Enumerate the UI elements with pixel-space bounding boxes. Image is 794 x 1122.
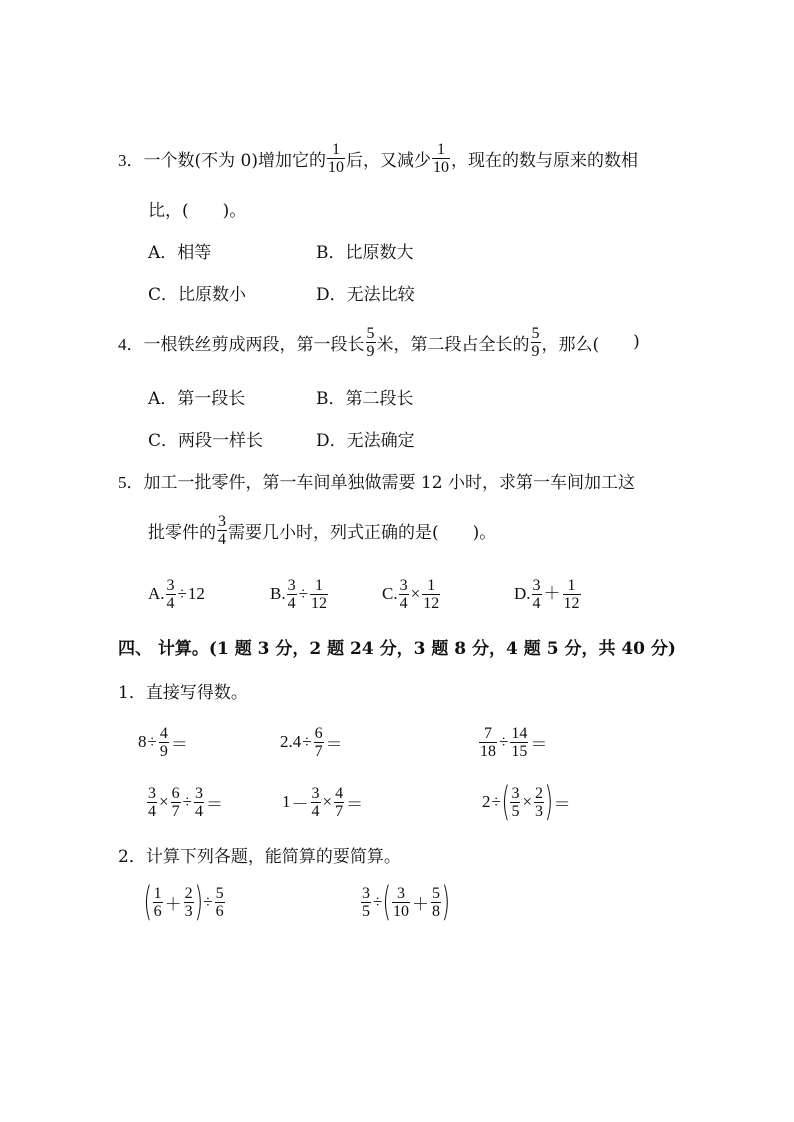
fraction	[147, 785, 157, 820]
plus-sign: ＋	[411, 894, 429, 914]
q5-frac-den: 4	[218, 530, 226, 548]
p1-expr-3[interactable]	[478, 720, 548, 764]
part-1-title: 1．直接写得数。	[118, 682, 248, 703]
q4-options-row1	[148, 374, 414, 418]
fraction	[392, 885, 410, 920]
multiply-sign: ×	[410, 583, 421, 603]
p2-expr-2[interactable]	[360, 880, 450, 924]
q5-frac-num: 3	[218, 512, 226, 530]
q4-number: 4．	[118, 334, 144, 354]
frac-den: 12	[310, 594, 327, 612]
q4-options-row2	[148, 416, 415, 460]
p1-expr-1[interactable]	[138, 720, 189, 764]
frac-num: 3	[399, 576, 408, 594]
equals-sign: ＝	[205, 794, 223, 814]
divide-sign: ÷	[491, 792, 501, 811]
frac-den: 8	[431, 902, 440, 920]
q5-option-c[interactable]	[382, 577, 514, 612]
equals-sign: ＝	[553, 794, 571, 814]
frac-den: 18	[480, 742, 496, 760]
fraction	[215, 885, 225, 920]
frac-num: 2	[184, 884, 193, 902]
frac-den: 4	[287, 594, 296, 612]
q5-line1	[118, 458, 635, 502]
frac-num: 1	[153, 884, 162, 902]
q5-fraction	[217, 513, 227, 548]
frac-den: 7	[335, 802, 344, 820]
frac-num: 3	[148, 784, 156, 802]
frac-num: 1	[314, 576, 323, 594]
section-4-heading	[118, 624, 676, 668]
equals-sign: ＝	[170, 734, 188, 754]
q3-frac1-num: 1	[331, 140, 340, 158]
frac-num: 1	[427, 576, 436, 594]
fraction	[534, 785, 544, 820]
q3-option-b[interactable]: B．比原数大	[316, 242, 414, 263]
q3-frac2-num: 1	[436, 140, 445, 158]
frac-num: 3	[166, 576, 175, 594]
q5-option-a-label: A.	[148, 583, 165, 603]
plus-sign: ＋	[164, 894, 182, 914]
frac-num: 14	[511, 724, 528, 742]
q5-text-end: )。	[472, 522, 497, 543]
frac-num: 3	[396, 884, 405, 902]
q3-frac1-den: 10	[327, 158, 344, 176]
frac-den: 10	[392, 902, 409, 920]
q3-text-b: 后，又减少	[345, 150, 431, 171]
q4-fraction-1	[366, 325, 376, 360]
q5-text-line1: 加工一批零件，第一车间单独做需要 12 小时，求第一车间加工这	[143, 472, 635, 493]
fraction	[159, 725, 169, 760]
q5-option-d-label: D.	[514, 583, 531, 603]
q3-text-c: ，现在的数与原来的数相	[450, 150, 638, 171]
frac-den: 4	[311, 802, 320, 820]
divide-sign: ÷	[298, 583, 308, 603]
q4-text-a: 一根铁丝剪成两段，第一段长	[143, 334, 365, 355]
fraction	[184, 885, 194, 920]
divide-sign: ÷	[499, 732, 509, 751]
operand: 1	[282, 792, 291, 811]
part-1-heading	[118, 668, 248, 712]
frac-den: 15	[511, 742, 528, 760]
q3-option-c[interactable]: C．比原数小	[148, 284, 247, 305]
frac-den: 4	[194, 802, 203, 820]
divide-sign: ÷	[177, 583, 187, 603]
q5-text-a: 批零件的	[148, 522, 216, 543]
equals-sign: ＝	[530, 734, 548, 754]
divide-sign: ÷	[203, 892, 213, 911]
frac-num: 6	[314, 724, 323, 742]
q5-option-b[interactable]	[270, 577, 382, 612]
frac-num: 6	[171, 784, 180, 802]
frac-den: 5	[362, 902, 370, 920]
q5-option-b-frac2	[310, 577, 328, 612]
left-paren: (	[382, 879, 392, 925]
frac-den: 5	[511, 802, 520, 820]
frac-num: 3	[511, 784, 520, 802]
multiply-sign: ×	[159, 792, 169, 811]
right-paren: )	[441, 879, 451, 925]
q3-line2-text: 比，(	[148, 200, 189, 221]
frac-num: 5	[431, 884, 440, 902]
fraction	[510, 725, 528, 760]
fraction	[361, 885, 371, 920]
q3-text-a: 一个数(不为 0)增加它的	[143, 150, 326, 171]
frac-num: 1	[567, 576, 576, 594]
fraction	[153, 885, 163, 920]
section-4-title: 四、 计算。(1 题 3 分，2 题 24 分，3 题 8 分，4 题 5 分，共 40 分)	[118, 638, 676, 659]
q3-fraction-2	[432, 141, 450, 176]
q3-line2	[148, 186, 246, 230]
plus-sign: ＋	[543, 583, 561, 603]
p1-expr-6[interactable]	[482, 780, 572, 824]
q4-option-c[interactable]: C．两段一样长	[148, 430, 264, 451]
divide-sign: ÷	[182, 792, 192, 811]
q4-frac2-den: 9	[531, 342, 540, 360]
q4-fraction-2	[531, 325, 541, 360]
q5-text-b: 需要几小时，列式正确的是(	[228, 522, 439, 543]
frac-den: 3	[535, 802, 544, 820]
divide-sign: ÷	[373, 892, 383, 911]
frac-den: 3	[184, 902, 193, 920]
divide-sign: ÷	[302, 732, 312, 751]
q4-text-b: 米，第二段占全长的	[376, 334, 530, 355]
q3-option-d[interactable]: D．无法比较	[316, 284, 415, 305]
p2-expr-1[interactable]	[144, 880, 226, 924]
q3-number: 3．	[118, 150, 144, 170]
q4-frac1-num: 5	[366, 324, 375, 342]
q5-option-b-frac1	[287, 577, 297, 612]
frac-den: 9	[159, 742, 168, 760]
q4-option-a[interactable]: A．第一段长	[148, 388, 246, 409]
fraction	[510, 785, 520, 820]
frac-den: 7	[314, 742, 323, 760]
q3-line2-end: )。	[222, 200, 247, 221]
q3-options-row2	[148, 270, 415, 314]
q4-text-end: )	[633, 332, 640, 352]
left-paren: (	[501, 779, 510, 825]
q5-option-a[interactable]	[148, 577, 270, 612]
part-2-heading	[118, 832, 401, 876]
q5-number: 5．	[118, 472, 144, 492]
operand: 2	[482, 792, 491, 811]
frac-num: 3	[194, 784, 203, 802]
q4-text-c: ，那么(	[541, 334, 600, 355]
q4-frac2-num: 5	[531, 324, 540, 342]
frac-den: 12	[423, 594, 440, 612]
q5-option-d-frac2	[563, 577, 581, 612]
q5-option-c-frac2	[422, 577, 440, 612]
multiply-sign: ×	[322, 792, 333, 811]
p1-expr-2[interactable]	[280, 720, 344, 764]
frac-den: 4	[148, 802, 156, 820]
frac-num: 4	[159, 724, 168, 742]
fraction	[314, 725, 324, 760]
frac-den: 7	[171, 802, 180, 820]
left-paren: (	[143, 879, 153, 925]
q5-option-d-frac1	[532, 577, 542, 612]
frac-num: 2	[535, 784, 544, 802]
frac-den: 6	[153, 902, 162, 920]
frac-den: 4	[166, 594, 175, 612]
fraction	[171, 785, 181, 820]
frac-den: 4	[532, 594, 541, 612]
p1-expr-4[interactable]	[146, 780, 224, 824]
frac-num: 3	[532, 576, 541, 594]
q4-option-d[interactable]: D．无法确定	[316, 430, 415, 451]
frac-num: 3	[311, 784, 320, 802]
frac-den: 6	[215, 902, 224, 920]
q5-option-a-frac	[166, 577, 176, 612]
frac-den: 12	[563, 594, 580, 612]
equals-sign: ＝	[346, 794, 364, 814]
operand: 2.4	[280, 732, 302, 751]
q5-option-c-frac1	[399, 577, 409, 612]
right-paren: )	[544, 779, 554, 825]
frac-num: 3	[362, 884, 370, 902]
frac-num: 3	[287, 576, 296, 594]
fraction	[311, 785, 321, 820]
divide-sign: ÷	[147, 732, 157, 751]
q3-options-row1	[148, 228, 414, 272]
part-2-title: 2．计算下列各题，能简算的要简算。	[118, 846, 401, 867]
q5-option-a-tail: 12	[187, 583, 205, 603]
q4-frac1-den: 9	[366, 342, 375, 360]
q4-option-b[interactable]: B．第二段长	[316, 388, 414, 409]
fraction	[479, 725, 497, 760]
q5-option-c-label: C.	[382, 583, 398, 603]
equals-sign: ＝	[325, 734, 343, 754]
fraction	[431, 885, 441, 920]
q3-frac2-den: 10	[432, 158, 449, 176]
q4-line1	[118, 320, 640, 364]
fraction	[194, 785, 204, 820]
q5-line2	[148, 508, 496, 552]
multiply-sign: ×	[522, 792, 533, 811]
p1-expr-5[interactable]	[282, 780, 364, 824]
operand: 8	[138, 732, 147, 751]
minus-sign: －	[291, 794, 309, 814]
q3-fraction-1	[327, 141, 345, 176]
q3-option-a[interactable]: A．相等	[148, 242, 212, 263]
q3-line1	[118, 136, 638, 180]
q5-option-b-label: B.	[270, 583, 286, 603]
frac-den: 4	[399, 594, 408, 612]
q5-option-d[interactable]	[514, 577, 582, 612]
right-paren: )	[194, 879, 203, 925]
frac-num: 7	[484, 724, 492, 742]
q5-options	[148, 572, 582, 616]
frac-num: 4	[335, 784, 344, 802]
frac-num: 5	[215, 884, 224, 902]
fraction	[334, 785, 344, 820]
